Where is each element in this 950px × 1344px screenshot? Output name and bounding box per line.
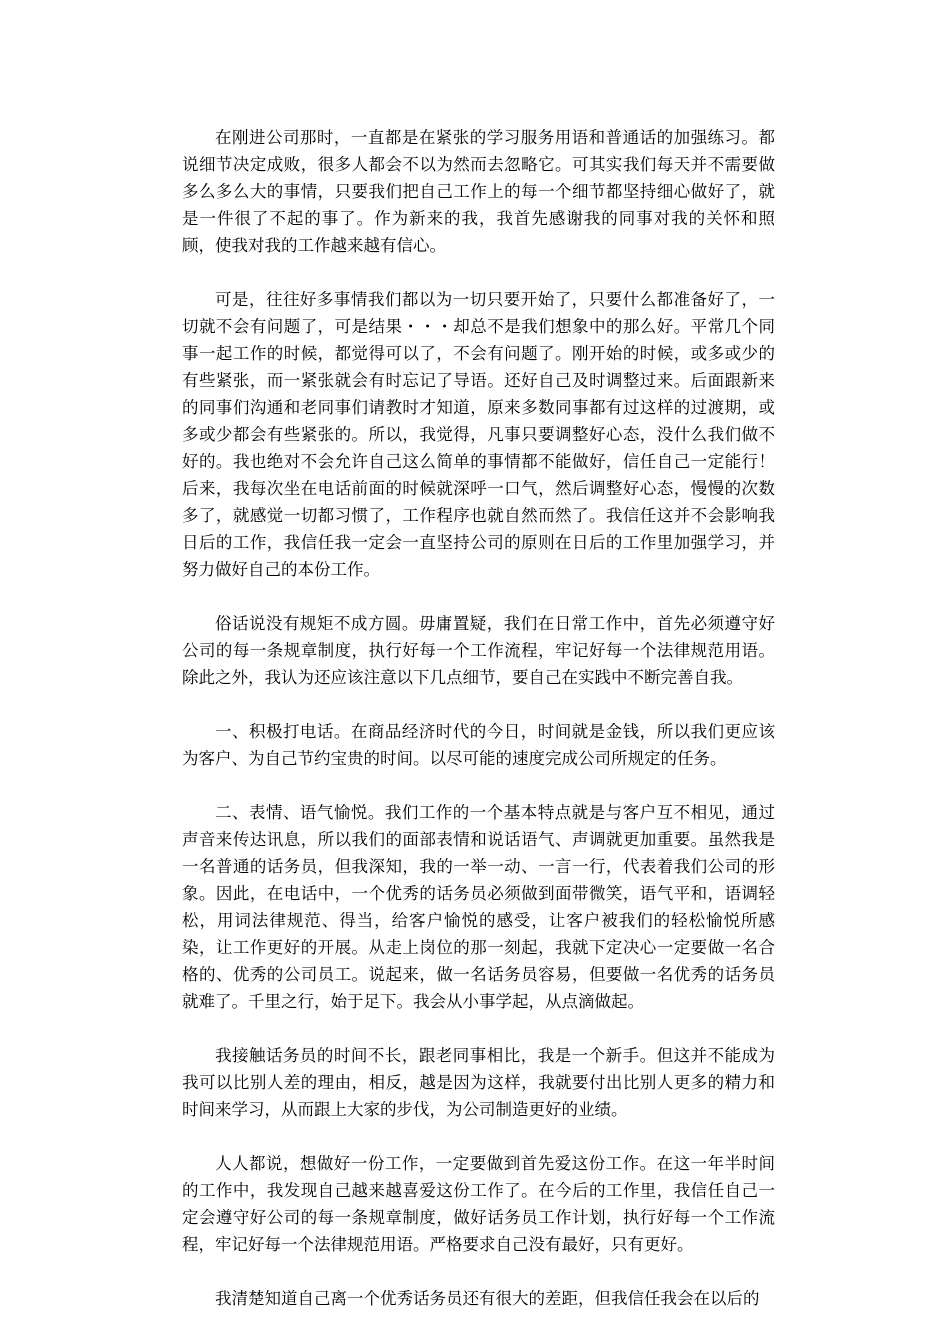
paragraph-7: 人人都说，想做好一份工作，一定要做到首先爱这份工作。在这一年半时间的工作中，我发现自己越来越喜爱这份工作了。在今后的工作里，我信任自己一定会遵守好公司的每一条规章制度，做好话务员工作计划，执行好每一个工作流程，牢记好每一个法律规范用语。严格要求自己没有最好，只有更好。: [182, 1154, 775, 1254]
document-page: [182, 124, 775, 1312]
paragraph-4: 一、积极打电话。在商品经济时代的今日，时间就是金钱，所以我们更应该为客户、为自己节约宝贵的时间。以尽可能的速度完成公司所规定的任务。: [182, 722, 775, 768]
paragraph-8: 我清楚知道自己离一个优秀话务员还有很大的差距，但我信任我会在以后的: [215, 1289, 760, 1308]
paragraph-2: 可是，往往好多事情我们都以为一切只要开始了，只要什么都准备好了，一切就不会有问题了，可是结果・・・却总不是我们想象中的那么好。平常几个同事一起工作的时候，都觉得可以了，不会有问题了。刚开始的时候，或多或少的有些紧张，而一紧张就会有时忘记了导语。还好自己及时调整过来。后面跟新来的同事们沟通和老同事们请教时才知道，原来多数同事都有过这样的过渡期，或多或少都会有些紧张的。所以，我觉得，凡事只要调整好心态，没什么我们做不好的。我也绝对不会允许自己这么简单的事情都不能做好，信任自己一定能行！后来，我每次坐在电话前面的时候就深呼一口气，然后调整好心态，慢慢的次数多了，就感觉一切都习惯了，工作程序也就自然而然了。我信任这并不会影响我日后的工作，我信任我一定会一直坚持公司的原则在日后的工作里加强学习，并努力做好自己的本份工作。: [182, 290, 775, 579]
paragraph-3: 俗话说没有规矩不成方圆。毋庸置疑，我们在日常工作中，首先必须遵守好公司的每一条规章制度，执行好每一个工作流程，牢记好每一个法律规范用语。除此之外，我认为还应该注意以下几点细节，要自己在实践中不断完善自我。: [182, 614, 775, 687]
paragraph-5: 二、表情、语气愉悦。我们工作的一个基本特点就是与客户互不相见，通过声音来传达讯息，所以我们的面部表情和说话语气、声调就更加重要。虽然我是一名普通的话务员，但我深知，我的一举一动、一言一行，代表着我们公司的形象。因此，在电话中，一个优秀的话务员必须做到面带微笑，语气平和，语调轻松，用词法律规范、得当，给客户愉悦的感受，让客户被我们的轻松愉悦所感染，让工作更好的开展。从走上岗位的那一刻起，我就下定决心一定要做一名合格的、优秀的公司员工。说起来，做一名话务员容易，但要做一名优秀的话务员就难了。千里之行，始于足下。我会从小事学起，从点滴做起。: [182, 803, 775, 1011]
paragraph-6: 我接触话务员的时间不长，跟老同事相比，我是一个新手。但这并不能成为我可以比别人差的理由，相反，越是因为这样，我就要付出比别人更多的精力和时间来学习，从而跟上大家的步伐，为公司制造更好的业绩。: [182, 1046, 775, 1119]
paragraph-1: 在刚进公司那时，一直都是在紧张的学习服务用语和普通话的加强练习。都说细节决定成败，很多人都会不以为然而去忽略它。可其实我们每天并不需要做多么多么大的事情，只要我们把自己工作上的每一个细节都坚持细心做好了，就是一件很了不起的事了。作为新来的我，我首先感谢我的同事对我的关怀和照顾，使我对我的工作越来越有信心。: [182, 128, 775, 255]
